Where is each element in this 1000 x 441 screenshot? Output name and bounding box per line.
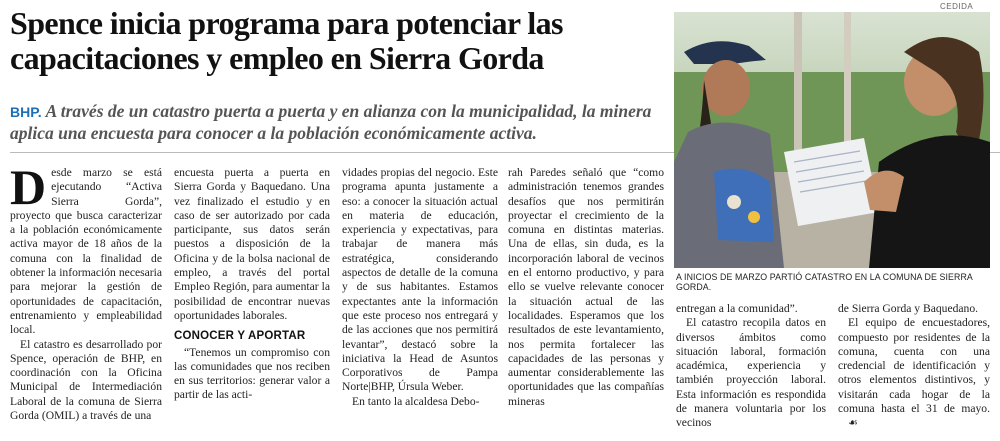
paragraph: de Sierra Gorda y Baquedano. bbox=[838, 302, 979, 315]
article-photo bbox=[674, 12, 990, 268]
drop-cap: D bbox=[10, 159, 47, 215]
column-2 bbox=[174, 166, 330, 403]
paragraph: “Tenemos un compromiso con las comunidades que nos reciben en sus territorios: generar valor a partir de las acti- bbox=[174, 345, 330, 402]
headline: Spence inicia programa para potenciar las capacitaciones y empleo en Sierra Gorda bbox=[10, 5, 563, 76]
paragraph: rah Paredes señaló que “como administración tenemos grandes desafíos que nos permitirán proyectar el crecimiento de la comuna en distintas materias. Una de ellas, sin duda, es la incorporación laboral de vecinos en el entorno productivo, y para ello se vuelve relevante conocer la situación actual de las localidades. Esperamos que los resultados de este levantamiento, nos permita fortalecer las capacidades de las personas y aumentar considerablemente las oportunidades que las compañías mineras bbox=[508, 166, 664, 408]
column-1 bbox=[10, 159, 162, 423]
paragraph bbox=[10, 159, 162, 338]
deck-kicker: BHP. bbox=[10, 104, 42, 120]
paragraph: El catastro recopila datos en diversos ámbitos como situación laboral, formación académica, experiencia y también proyección laboral. Esta información es respondida de manera voluntaria por los vecinos bbox=[676, 316, 826, 430]
column-6 bbox=[838, 302, 990, 431]
paragraph: entregan a la comunidad”. bbox=[676, 302, 798, 315]
deck-text: A través de un catastro puerta a puerta y en alianza con la municipalidad, la minera aplica una encuesta para conocer a la población económicamente activa. bbox=[10, 101, 652, 143]
deck bbox=[10, 101, 672, 144]
paragraph: En tanto la alcaldesa Debo- bbox=[352, 394, 480, 408]
paragraph: encuesta puerta a puerta en Sierra Gorda y Baquedano. Una vez finalizado el estudio y en caso de ser autorizado por cada participante, sus datos serán puestos a disposición de la Oficina y de la bolsa nacional de empleo, a través del portal Empleo Región, para aumentar la posibilidad de encontrar nuevas oportunidades laborales. bbox=[174, 166, 330, 322]
paragraph-text: esde marzo se está ejecutando “Activa Sierra Gorda”, proyecto que busca caracterizar a la población económicamente activa mayor de 18 años de la comuna con la finalidad de obtener la información necesaria para mejorar la gestión de oportunidades de capacitación, entrenamiento y empleabilidad local. bbox=[10, 166, 162, 337]
column-3 bbox=[342, 166, 498, 409]
column-4 bbox=[508, 166, 664, 409]
photo-credit: CEDIDA bbox=[940, 2, 974, 11]
photo-caption: A INICIOS DE MARZO PARTIÓ CATASTRO EN LA COMUNA DE SIERRA GORDA. bbox=[676, 272, 973, 292]
photo-illustration bbox=[674, 12, 990, 268]
end-mark-icon: ☙ bbox=[848, 416, 858, 430]
paragraph-text: El equipo de encuestadores, compuesto por residentes de la comuna, cuenta con una credencial de identificación y otros elementos distintivos, y visitarán cada hogar de la comuna hasta el 31 de mayo. bbox=[838, 316, 990, 416]
column-5 bbox=[676, 302, 826, 431]
paragraph: vidades propias del negocio. Este programa apunta justamente a eso: a conocer la situación actual en materia de educación, experiencia y expectativas, para trabajar de manera más estratégica, considerando aspectos de detalle de la comuna y de sus habitantes. Estamos expectantes ante la información que este proceso nos entregará y de las acciones que nos permitirá levantar”, destacó sobre la iniciativa la Head de Asuntos Corporativos de Pampa Norte|BHP, Úrsula Weber. bbox=[342, 166, 498, 394]
paragraph: El catastro es desarrollado por Spence, operación de BHP, en coordinación con la Oficina Municipal de Intermediación Laboral de la comuna de Sierra Gorda (OMIL) a través de una bbox=[10, 337, 162, 423]
subheading: CONOCER Y APORTAR bbox=[174, 330, 306, 343]
paragraph bbox=[838, 316, 990, 430]
